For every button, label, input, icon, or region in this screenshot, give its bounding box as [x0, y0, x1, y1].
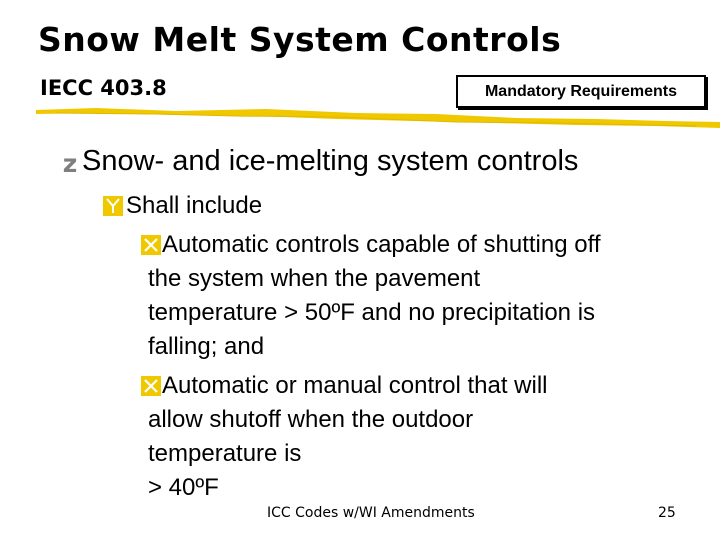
y-box-bullet-icon — [103, 196, 123, 216]
mandatory-requirements-badge: Mandatory Requirements — [456, 75, 706, 108]
bullet-level3b-line4: > 40ºF — [148, 474, 219, 501]
bullet-level3a-line3: temperature > 50ºF and no precipitation is — [148, 299, 596, 326]
slide-subtitle: IECC 403.8 — [40, 76, 167, 100]
bullet-level3a-line4: falling; and — [148, 333, 265, 360]
slide-title: Snow Melt System Controls — [38, 20, 562, 59]
bullet-level3a-line2: the system when the pavement — [148, 265, 481, 292]
bullet-level3b-line1: Automatic or manual control that will — [162, 372, 548, 399]
bullet-level3a-line1: Automatic controls capable of shutting off — [162, 231, 601, 258]
x-box-bullet-icon — [141, 376, 161, 396]
footer-source: ICC Codes w/WI Amendments — [267, 505, 475, 521]
bullet-level1-text: Snow- and ice-melting system controls — [82, 145, 579, 177]
decorative-brush-rule — [36, 104, 720, 134]
bullet-level3b-line2: allow shutoff when the outdoor — [148, 406, 474, 433]
bullet-level2-text: Shall include — [126, 192, 263, 219]
z-bullet-icon: z — [62, 148, 78, 178]
x-box-bullet-icon — [141, 235, 161, 255]
bullet-level3b-line3: temperature is — [148, 440, 302, 467]
page-number: 25 — [658, 505, 676, 521]
